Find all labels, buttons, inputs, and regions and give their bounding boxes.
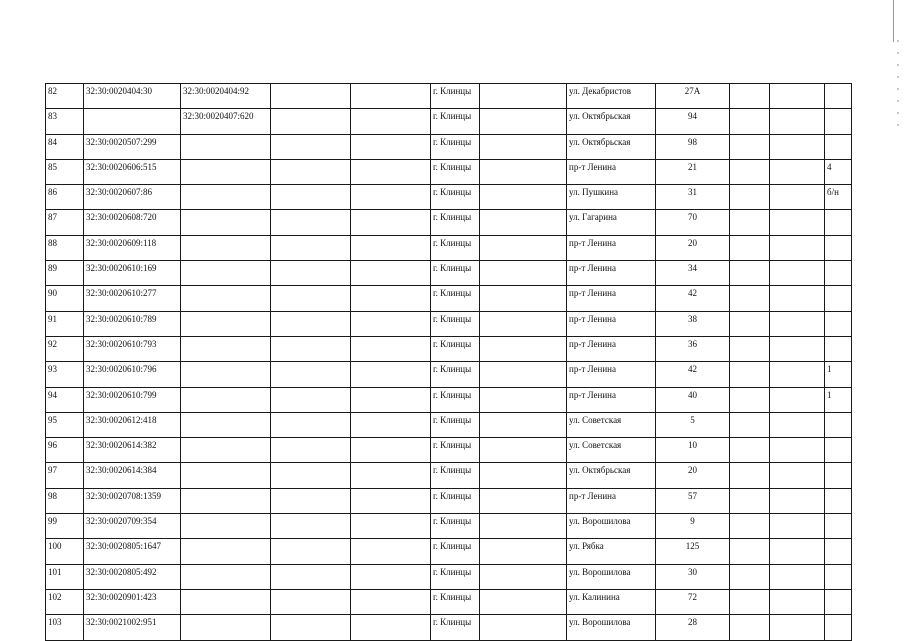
secondary-cadastral-cell (181, 564, 271, 589)
street-cell: пр-т Ленина (567, 159, 656, 184)
city-cell: г. Клинцы (431, 311, 480, 336)
empty-cell (770, 463, 825, 488)
empty-cell (770, 109, 825, 134)
apartment-cell (825, 109, 852, 134)
city-cell: г. Клинцы (431, 564, 480, 589)
empty-cell (480, 134, 567, 159)
apartment-cell (825, 438, 852, 463)
house-number-cell: 34 (656, 261, 730, 286)
row-number-cell: 97 (46, 463, 84, 488)
empty-cell (770, 210, 825, 235)
secondary-cadastral-cell (181, 235, 271, 260)
empty-cell (351, 362, 431, 387)
apartment-cell (825, 514, 852, 539)
empty-cell (480, 615, 567, 640)
city-cell: г. Клинцы (431, 109, 480, 134)
empty-cell (271, 235, 351, 260)
empty-cell (770, 589, 825, 614)
city-cell: г. Клинцы (431, 362, 480, 387)
cadastral-number-cell: 32:30:0020507:299 (84, 134, 181, 159)
empty-cell (730, 463, 770, 488)
empty-cell (351, 261, 431, 286)
empty-cell (770, 336, 825, 361)
cadastral-number-cell: 32:30:0020606:515 (84, 159, 181, 184)
apartment-cell (825, 412, 852, 437)
street-cell: ул. Ворошилова (567, 615, 656, 640)
table-row (46, 84, 852, 109)
empty-cell (770, 235, 825, 260)
cadastral-number-cell: 32:30:0020609:118 (84, 235, 181, 260)
empty-cell (730, 539, 770, 564)
apartment-cell: 1 (825, 387, 852, 412)
street-cell: пр-т Ленина (567, 336, 656, 361)
empty-cell (271, 463, 351, 488)
table-row (46, 336, 852, 361)
table-row (46, 412, 852, 437)
row-number-cell: 82 (46, 84, 84, 109)
table-row (46, 362, 852, 387)
apartment-cell: 1 (825, 362, 852, 387)
row-number-cell: 101 (46, 564, 84, 589)
apartment-cell (825, 463, 852, 488)
empty-cell (730, 412, 770, 437)
empty-cell (770, 412, 825, 437)
empty-cell (770, 539, 825, 564)
empty-cell (480, 564, 567, 589)
table-row (46, 134, 852, 159)
street-cell: ул. Советская (567, 412, 656, 437)
secondary-cadastral-cell (181, 463, 271, 488)
empty-cell (480, 438, 567, 463)
city-cell: г. Клинцы (431, 514, 480, 539)
empty-cell (730, 235, 770, 260)
cadastral-number-cell: 32:30:0020610:796 (84, 362, 181, 387)
empty-cell (770, 286, 825, 311)
table-row (46, 109, 852, 134)
house-number-cell: 72 (656, 589, 730, 614)
apartment-cell (825, 539, 852, 564)
empty-cell (730, 84, 770, 109)
street-cell: пр-т Ленина (567, 235, 656, 260)
empty-cell (351, 387, 431, 412)
street-cell: ул. Пушкина (567, 185, 656, 210)
empty-cell (271, 387, 351, 412)
empty-cell (480, 84, 567, 109)
city-cell: г. Клинцы (431, 336, 480, 361)
empty-cell (480, 235, 567, 260)
city-cell: г. Клинцы (431, 210, 480, 235)
street-cell: пр-т Ленина (567, 311, 656, 336)
cadastral-number-cell: 32:30:0020607:86 (84, 185, 181, 210)
empty-cell (770, 362, 825, 387)
empty-cell (730, 589, 770, 614)
row-number-cell: 88 (46, 235, 84, 260)
empty-cell (351, 463, 431, 488)
secondary-cadastral-cell (181, 362, 271, 387)
empty-cell (351, 589, 431, 614)
empty-cell (271, 84, 351, 109)
page-edge-line (893, 0, 894, 42)
city-cell: г. Клинцы (431, 134, 480, 159)
empty-cell (271, 134, 351, 159)
empty-cell (480, 185, 567, 210)
street-cell: пр-т Ленина (567, 286, 656, 311)
empty-cell (730, 286, 770, 311)
house-number-cell: 57 (656, 488, 730, 513)
row-number-cell: 87 (46, 210, 84, 235)
cadastral-number-cell: 32:30:0020404:30 (84, 84, 181, 109)
empty-cell (480, 109, 567, 134)
table-row (46, 539, 852, 564)
city-cell: г. Клинцы (431, 387, 480, 412)
empty-cell (730, 438, 770, 463)
city-cell: г. Клинцы (431, 463, 480, 488)
cadastral-number-cell: 32:30:0020708:1359 (84, 488, 181, 513)
empty-cell (480, 539, 567, 564)
empty-cell (351, 185, 431, 210)
cadastral-number-cell: 32:30:0020709:354 (84, 514, 181, 539)
secondary-cadastral-cell (181, 185, 271, 210)
table-row (46, 159, 852, 184)
empty-cell (730, 387, 770, 412)
empty-cell (271, 362, 351, 387)
empty-cell (770, 615, 825, 640)
street-cell: ул. Октябрьская (567, 134, 656, 159)
empty-cell (480, 159, 567, 184)
apartment-cell (825, 261, 852, 286)
table-row (46, 286, 852, 311)
house-number-cell: 9 (656, 514, 730, 539)
empty-cell (351, 210, 431, 235)
empty-cell (351, 615, 431, 640)
house-number-cell: 10 (656, 438, 730, 463)
apartment-cell (825, 134, 852, 159)
cadastral-number-cell: 32:30:0020805:492 (84, 564, 181, 589)
secondary-cadastral-cell (181, 615, 271, 640)
empty-cell (351, 286, 431, 311)
empty-cell (480, 589, 567, 614)
empty-cell (770, 514, 825, 539)
apartment-cell (825, 235, 852, 260)
empty-cell (271, 261, 351, 286)
city-cell: г. Клинцы (431, 286, 480, 311)
empty-cell (480, 488, 567, 513)
table-row (46, 210, 852, 235)
empty-cell (271, 488, 351, 513)
secondary-cadastral-cell (181, 412, 271, 437)
empty-cell (730, 261, 770, 286)
secondary-cadastral-cell (181, 488, 271, 513)
empty-cell (770, 387, 825, 412)
secondary-cadastral-cell (181, 261, 271, 286)
empty-cell (730, 615, 770, 640)
table-row (46, 438, 852, 463)
empty-cell (271, 539, 351, 564)
house-number-cell: 27А (656, 84, 730, 109)
empty-cell (730, 362, 770, 387)
empty-cell (271, 615, 351, 640)
row-number-cell: 102 (46, 589, 84, 614)
empty-cell (480, 362, 567, 387)
empty-cell (351, 134, 431, 159)
cadastral-number-cell: 32:30:0020610:793 (84, 336, 181, 361)
empty-cell (271, 438, 351, 463)
row-number-cell: 89 (46, 261, 84, 286)
row-number-cell: 103 (46, 615, 84, 640)
row-number-cell: 95 (46, 412, 84, 437)
city-cell: г. Клинцы (431, 412, 480, 437)
city-cell: г. Клинцы (431, 84, 480, 109)
address-register-table (45, 83, 852, 641)
house-number-cell: 125 (656, 539, 730, 564)
table-row (46, 488, 852, 513)
empty-cell (770, 159, 825, 184)
street-cell: ул. Ворошилова (567, 564, 656, 589)
empty-cell (730, 159, 770, 184)
apartment-cell: б/н (825, 185, 852, 210)
empty-cell (271, 185, 351, 210)
empty-cell (730, 311, 770, 336)
row-number-cell: 94 (46, 387, 84, 412)
row-number-cell: 99 (46, 514, 84, 539)
empty-cell (730, 134, 770, 159)
table-row (46, 463, 852, 488)
empty-cell (271, 311, 351, 336)
house-number-cell: 30 (656, 564, 730, 589)
street-cell: пр-т Ленина (567, 261, 656, 286)
secondary-cadastral-cell (181, 589, 271, 614)
empty-cell (730, 109, 770, 134)
house-number-cell: 36 (656, 336, 730, 361)
empty-cell (351, 564, 431, 589)
secondary-cadastral-cell (181, 311, 271, 336)
cadastral-number-cell: 32:30:0020610:789 (84, 311, 181, 336)
city-cell: г. Клинцы (431, 261, 480, 286)
row-number-cell: 86 (46, 185, 84, 210)
empty-cell (730, 185, 770, 210)
apartment-cell (825, 488, 852, 513)
empty-cell (730, 488, 770, 513)
empty-cell (271, 109, 351, 134)
house-number-cell: 5 (656, 412, 730, 437)
secondary-cadastral-cell (181, 438, 271, 463)
house-number-cell: 21 (656, 159, 730, 184)
street-cell: ул. Ворошилова (567, 514, 656, 539)
empty-cell (351, 514, 431, 539)
house-number-cell: 20 (656, 235, 730, 260)
table-body (46, 84, 852, 641)
city-cell: г. Клинцы (431, 185, 480, 210)
city-cell: г. Клинцы (431, 235, 480, 260)
scan-artifact (897, 40, 899, 130)
empty-cell (480, 463, 567, 488)
empty-cell (770, 438, 825, 463)
city-cell: г. Клинцы (431, 539, 480, 564)
empty-cell (730, 336, 770, 361)
street-cell: ул. Гагарина (567, 210, 656, 235)
empty-cell (351, 539, 431, 564)
street-cell: ул. Калинина (567, 589, 656, 614)
empty-cell (271, 286, 351, 311)
cadastral-number-cell: 32:30:0020614:382 (84, 438, 181, 463)
row-number-cell: 92 (46, 336, 84, 361)
secondary-cadastral-cell (181, 159, 271, 184)
apartment-cell (825, 336, 852, 361)
secondary-cadastral-cell (181, 539, 271, 564)
empty-cell (351, 235, 431, 260)
row-number-cell: 85 (46, 159, 84, 184)
table-row (46, 311, 852, 336)
row-number-cell: 96 (46, 438, 84, 463)
empty-cell (271, 412, 351, 437)
table-row (46, 185, 852, 210)
empty-cell (351, 488, 431, 513)
table-row (46, 564, 852, 589)
table-row (46, 387, 852, 412)
empty-cell (480, 311, 567, 336)
row-number-cell: 100 (46, 539, 84, 564)
empty-cell (770, 311, 825, 336)
house-number-cell: 70 (656, 210, 730, 235)
empty-cell (351, 438, 431, 463)
empty-cell (770, 261, 825, 286)
empty-cell (730, 564, 770, 589)
city-cell: г. Клинцы (431, 488, 480, 513)
cadastral-number-cell: 32:30:0021002:951 (84, 615, 181, 640)
row-number-cell: 84 (46, 134, 84, 159)
row-number-cell: 98 (46, 488, 84, 513)
cadastral-number-cell (84, 109, 181, 134)
secondary-cadastral-cell (181, 387, 271, 412)
house-number-cell: 40 (656, 387, 730, 412)
street-cell: ул. Декабристов (567, 84, 656, 109)
city-cell: г. Клинцы (431, 438, 480, 463)
cadastral-number-cell: 32:30:0020614:384 (84, 463, 181, 488)
street-cell: пр-т Ленина (567, 488, 656, 513)
apartment-cell (825, 210, 852, 235)
secondary-cadastral-cell (181, 134, 271, 159)
house-number-cell: 42 (656, 286, 730, 311)
empty-cell (730, 514, 770, 539)
empty-cell (271, 514, 351, 539)
house-number-cell: 20 (656, 463, 730, 488)
house-number-cell: 31 (656, 185, 730, 210)
house-number-cell: 98 (656, 134, 730, 159)
secondary-cadastral-cell: 32:30:0020404:92 (181, 84, 271, 109)
apartment-cell (825, 286, 852, 311)
street-cell: ул. Октябрьская (567, 463, 656, 488)
empty-cell (770, 185, 825, 210)
apartment-cell (825, 564, 852, 589)
empty-cell (480, 336, 567, 361)
street-cell: пр-т Ленина (567, 362, 656, 387)
house-number-cell: 94 (656, 109, 730, 134)
cadastral-number-cell: 32:30:0020805:1647 (84, 539, 181, 564)
empty-cell (351, 336, 431, 361)
empty-cell (351, 84, 431, 109)
table-row (46, 235, 852, 260)
table-row (46, 615, 852, 640)
city-cell: г. Клинцы (431, 615, 480, 640)
house-number-cell: 38 (656, 311, 730, 336)
apartment-cell (825, 589, 852, 614)
row-number-cell: 90 (46, 286, 84, 311)
empty-cell (480, 210, 567, 235)
secondary-cadastral-cell (181, 210, 271, 235)
empty-cell (730, 210, 770, 235)
empty-cell (351, 109, 431, 134)
empty-cell (480, 387, 567, 412)
row-number-cell: 83 (46, 109, 84, 134)
row-number-cell: 93 (46, 362, 84, 387)
secondary-cadastral-cell (181, 336, 271, 361)
empty-cell (351, 311, 431, 336)
empty-cell (351, 412, 431, 437)
empty-cell (770, 488, 825, 513)
street-cell: ул. Рябка (567, 539, 656, 564)
apartment-cell (825, 84, 852, 109)
empty-cell (480, 514, 567, 539)
cadastral-number-cell: 32:30:0020901:423 (84, 589, 181, 614)
empty-cell (271, 589, 351, 614)
apartment-cell: 4 (825, 159, 852, 184)
city-cell: г. Клинцы (431, 159, 480, 184)
empty-cell (271, 159, 351, 184)
empty-cell (480, 286, 567, 311)
city-cell: г. Клинцы (431, 589, 480, 614)
empty-cell (271, 210, 351, 235)
table-row (46, 589, 852, 614)
empty-cell (271, 564, 351, 589)
empty-cell (480, 412, 567, 437)
empty-cell (271, 336, 351, 361)
cadastral-number-cell: 32:30:0020608:720 (84, 210, 181, 235)
apartment-cell (825, 615, 852, 640)
secondary-cadastral-cell (181, 286, 271, 311)
street-cell: ул. Советская (567, 438, 656, 463)
table-row (46, 514, 852, 539)
cadastral-number-cell: 32:30:0020610:169 (84, 261, 181, 286)
street-cell: пр-т Ленина (567, 387, 656, 412)
empty-cell (480, 261, 567, 286)
empty-cell (770, 84, 825, 109)
secondary-cadastral-cell: 32:30:0020407:620 (181, 109, 271, 134)
house-number-cell: 28 (656, 615, 730, 640)
cadastral-number-cell: 32:30:0020612:418 (84, 412, 181, 437)
cadastral-number-cell: 32:30:0020610:277 (84, 286, 181, 311)
empty-cell (351, 159, 431, 184)
row-number-cell: 91 (46, 311, 84, 336)
secondary-cadastral-cell (181, 514, 271, 539)
apartment-cell (825, 311, 852, 336)
empty-cell (770, 564, 825, 589)
street-cell: ул. Октябрьская (567, 109, 656, 134)
house-number-cell: 42 (656, 362, 730, 387)
table-row (46, 261, 852, 286)
cadastral-number-cell: 32:30:0020610:799 (84, 387, 181, 412)
empty-cell (770, 134, 825, 159)
